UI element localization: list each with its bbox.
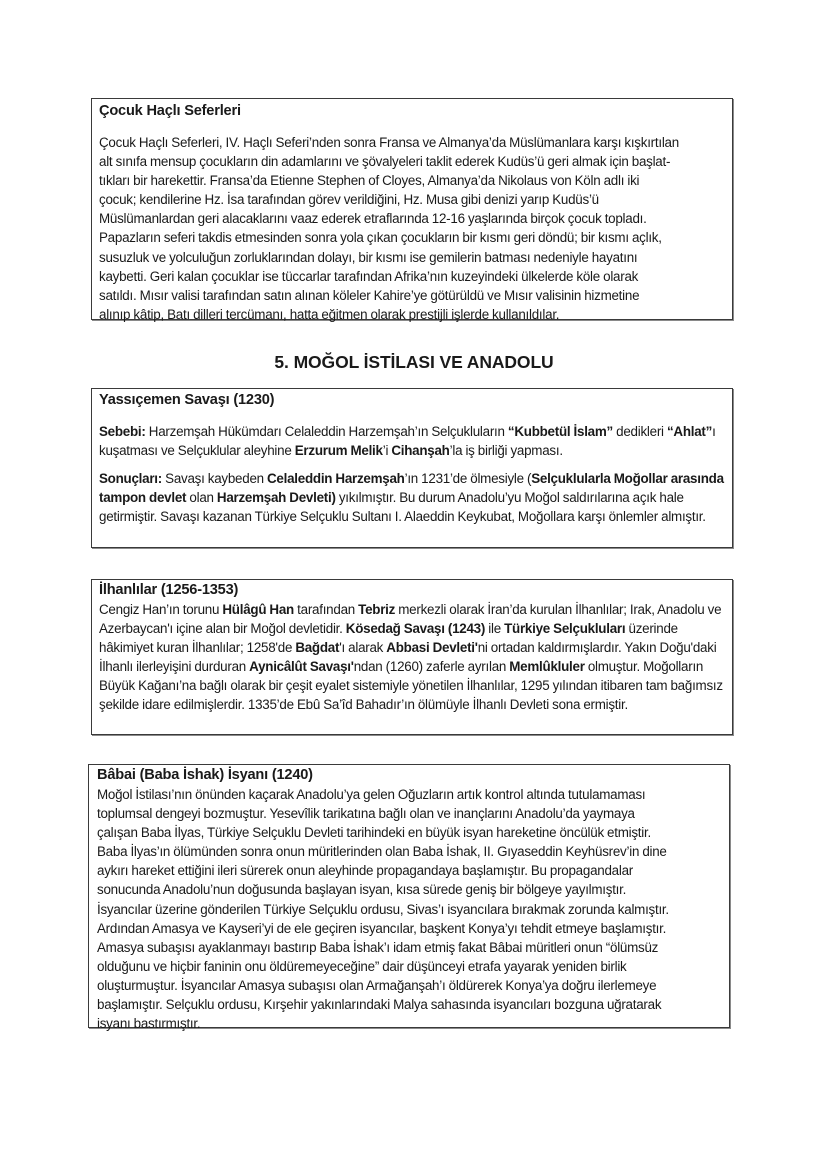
text: ni ortadan kaldırmışlardır. Yakın Doğu'daki İlhanlı ilerleyişini durduran — [99, 640, 717, 675]
sebebi-paragraph — [99, 422, 725, 460]
bold-term: Bağdat — [295, 640, 340, 656]
sonuclari-paragraph — [99, 469, 725, 526]
bold-term: Cihanşah — [391, 443, 450, 459]
text: Savaşı kaybeden — [161, 471, 268, 487]
box-paragraph — [99, 133, 725, 324]
bold-term: “Ahlat” — [666, 424, 713, 439]
text: ile — [485, 621, 505, 637]
box-paragraph — [99, 600, 725, 715]
text: ’ın 1231’de ölmesiyle ( — [404, 471, 532, 487]
text-line: Papazların seferi takdis etmesinden sonra yola çıkan çocukların bir kısmı geri döndü; bir kısmı açlık, — [99, 230, 662, 246]
text: ndan (1260) zaferle ayrılan — [353, 659, 510, 675]
sebebi-label: Sebebi: — [99, 424, 146, 439]
text-line: aykırı hareket ettiğini ileri sürerek onun aleyhinde propagandaya başlamıştır. Bu propagandalar — [97, 863, 633, 879]
text-line: alınıp kâtip, Batı dilleri tercümanı, hatta eğitmen olarak prestijli işlerde kullanıldılar. — [99, 306, 560, 322]
text-line: alt sınıfa mensup çocukların din adamlarını ve şövalyeleri taklit ederek Kudüs’ü geri almak için başlat- — [99, 154, 671, 170]
text-line: toplumsal dengeyi bozmuştur. Yesevîlik tarikatına bağlı olan ve inançlarını Anadolu’da yaymaya — [97, 806, 635, 822]
text-line: Amasya subaşısı ayaklanmayı bastırıp Baba İshak’ı idam etmiş fakat Bâbai müritleri onun “ölümsüz — [97, 939, 659, 955]
bold-term: Erzurum Melik — [294, 443, 383, 459]
yassicemen-savasi-box — [91, 388, 733, 548]
text-line: olduğunu ve hiçbir faninin onu öldüremeyeceğine” dair düşünceyi etrafa yayarak yeniden birlik — [97, 958, 627, 974]
box-title: İlhanlılar (1256-1353) — [99, 582, 239, 598]
bold-term: Kösedağ Savaşı (1243) — [345, 621, 486, 637]
bold-term: Selçuklularla Moğollar arasında tampon devlet — [99, 471, 724, 506]
text-line: oluşturmuştur. İsyancılar Amasya subaşısı olan Armağanşah’ı öldürerek Konya’ya doğru ilerlemeye — [97, 977, 657, 993]
box-title: Bâbai (Baba İshak) İsyanı (1240) — [97, 767, 313, 783]
text: 'ı alarak — [339, 640, 387, 656]
text-line: satıldı. Mısır valisi tarafından satın alınan köleler Kahire’ye götürüldü ve Mısır valisinin hizmetine — [99, 287, 640, 303]
text: olan — [186, 490, 217, 506]
text-line: Baba İlyas’ın ölümünden sonra onun müritlerinden olan Baba İshak, II. Gıyaseddin Keyhüsrev’in dine — [97, 844, 667, 860]
bold-term: Memlûkluler — [509, 659, 585, 675]
box-title: Yassıçemen Savaşı (1230) — [99, 392, 275, 408]
text: Harzemşah Hükümdarı Celaleddin Harzemşah’ın Selçukluların — [145, 424, 508, 439]
text: ’i — [382, 443, 392, 459]
text: üzerinde hâkimiyet kuran İlhanlılar; 1258'de — [99, 621, 678, 656]
text: Cengiz Han’ın torunu — [99, 602, 223, 617]
bold-term: Celaleddin Harzemşah — [267, 471, 405, 487]
text-line: çocuk; kendilerine Hz. İsa tarafından görev verildiğini, Hz. Musa gibi denizi yarıp Kudüs’ü — [99, 192, 599, 208]
box-paragraph — [97, 785, 721, 1033]
text-line: Müslümanlardan geri alacaklarını vaaz ederek etraflarında 12-16 yaşlarında birçok çocuk topladı. — [99, 211, 647, 227]
text-line: Çocuk Haçlı Seferleri, IV. Haçlı Seferi’nden sonra Fransa ve Almanya’da Müslümanlara karşı kışkırtılan — [99, 135, 679, 150]
bold-term: Harzemşah Devleti) — [216, 490, 336, 506]
babai-isyani-box — [88, 764, 730, 1032]
sonuclari-label: Sonuçları: — [99, 471, 162, 487]
text: tarafından — [293, 602, 359, 617]
text-line: çalışan Baba İlyas, Türkiye Selçuklu Devleti tarihindeki en büyük isyan hareketine öncülük etmiştir. — [97, 825, 651, 841]
text-line: İsyancılar üzerine gönderilen Türkiye Selçuklu ordusu, Sivas’ı isyancılara bırakmak zorunda kalmıştır. — [97, 901, 669, 917]
bold-term: Abbasi Devleti' — [386, 640, 478, 656]
text: dedikleri — [612, 424, 667, 439]
text-line: sonucunda Anadolu’nun doğusunda başlayan isyan, kısa sürede geniş bir bölgeye yayılmıştır. — [97, 882, 627, 898]
text: yıkılmıştır. Bu durum Anadolu’yu Moğol saldırılarına açık hale getirmiştir. Savaşı kazanan Türkiye Selçuklu Sultanı I. Alaeddin Keykubat, Moğollara karşı önlemler almıştır. — [99, 490, 706, 525]
text-line: isyanı bastırmıştır. — [97, 1016, 201, 1032]
text-line: başlamıştır. Selçuklu ordusu, Kırşehir yakınlarındaki Malya sahasında isyancıları bozguna uğratarak — [97, 997, 662, 1013]
bold-term: Türkiye Selçukluları — [504, 621, 626, 637]
bold-term: Tebriz — [358, 602, 396, 617]
bold-term: “Kubbetül İslam” — [507, 424, 613, 439]
cocuk-hacli-seferleri-box — [91, 98, 733, 320]
bold-term: Hülâgû Han — [222, 602, 294, 617]
ilhanlilar-box — [91, 579, 733, 735]
text-line: kaybetti. Geri kalan çocuklar ise tüccarlar tarafından Afrika’nın kuzeyindeki ülkelerde köle olarak — [99, 268, 639, 284]
text-line: Moğol İstilası’nın önünden kaçarak Anadolu’ya gelen Oğuzların artık kontrol altında tutulamaması — [97, 787, 646, 802]
text-line: Ardından Amasya ve Kayseri’yi de ele geçiren isyancılar, başkent Konya’yı tehdit etmeye başlamıştır. — [97, 920, 667, 936]
text-line: tıkları bir harekettir. Fransa’da Etienne Stephen of Cloyes, Almanya’da Nikolaus von Köln adlı iki — [99, 173, 640, 189]
text: olmuştur. Moğolların Büyük Kağanı’na bağlı olarak bir çeşit eyalet sistemiyle yönetilen İlhanlılar, 1295 yılından itibaren tam bağımsız şekilde idare edilmişlerdir. 1335’de Ebû Sa’îd Bahadır’ın ölümüyle İlhanlı Devleti sona ermiştir. — [99, 659, 723, 713]
box-title: Çocuk Haçlı Seferleri — [99, 103, 241, 119]
text: ’la iş birliği yapması. — [449, 443, 563, 459]
text: merkezli olarak İran’da kurulan İlhanlılar; Irak, Anadolu ve Azerbaycan'ı içine alan bir Moğol devletidir. — [99, 602, 722, 637]
text-line: susuzluk ve yolculuğun zorluklarından dolayı, bir kısmı ise gemilerin batması nedeniyle hayatını — [99, 249, 638, 265]
bold-term: Aynicâlût Savaşı' — [249, 659, 354, 675]
text: ı kuşatması ve Selçuklular aleyhine — [99, 424, 716, 459]
section-heading: 5. MOĞOL İSTİLASI VE ANADOLU — [274, 352, 554, 372]
